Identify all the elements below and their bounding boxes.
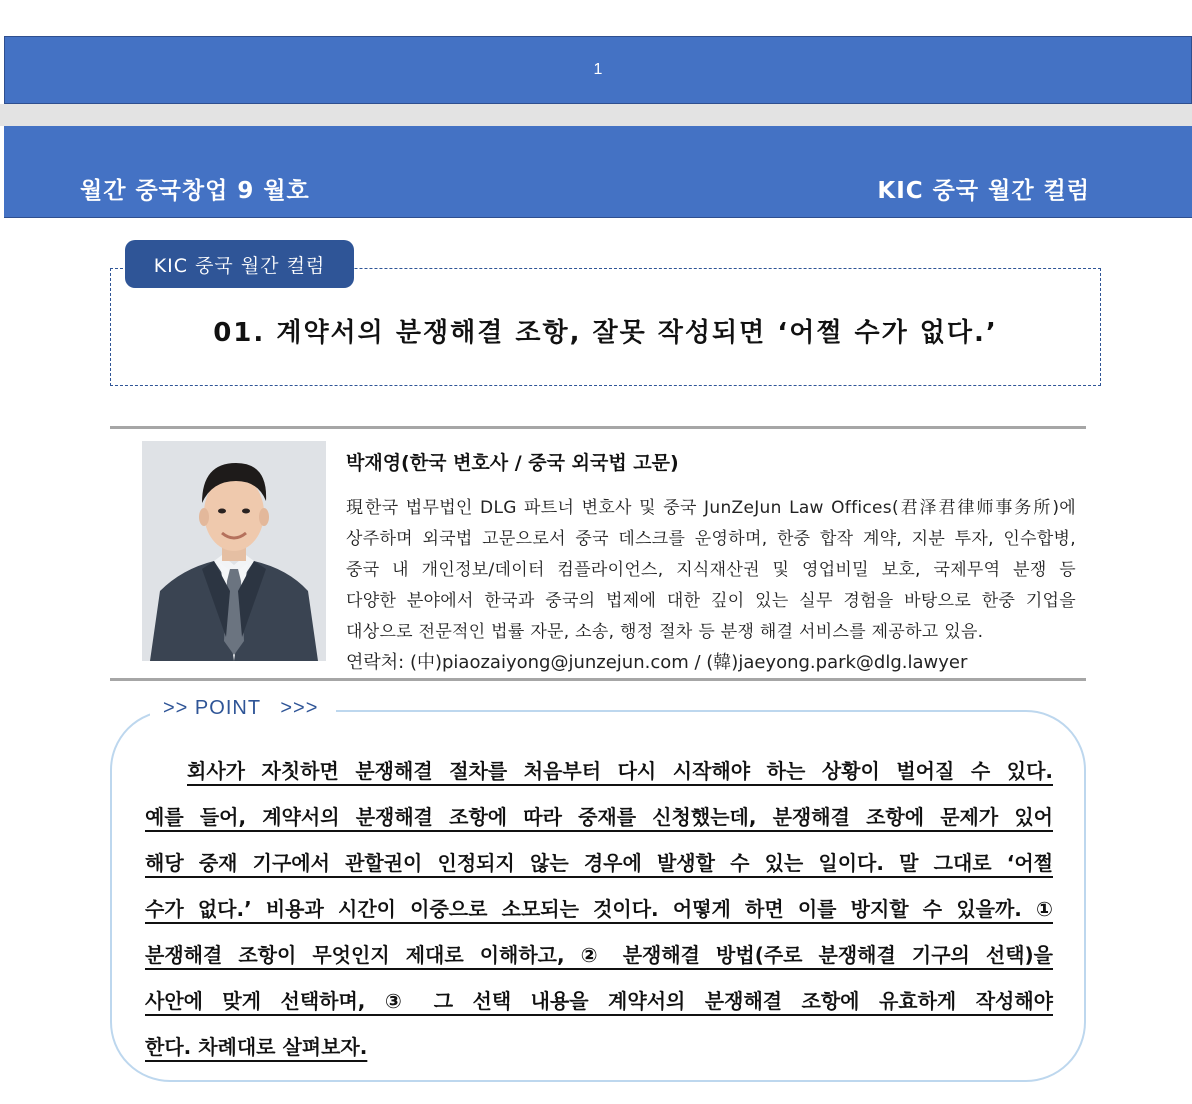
point-line-text: 한다. 차례대로 살펴보자. bbox=[145, 1035, 368, 1059]
author-bottom-rule bbox=[110, 678, 1086, 681]
point-line-text: 분쟁해결 조항이 무엇인지 제대로 이해하고, ② 분쟁해결 방법(주로 분쟁해결 기구의 선택)을 bbox=[145, 943, 1053, 967]
page-number: 1 bbox=[593, 61, 603, 78]
author-portrait-icon bbox=[142, 441, 326, 661]
point-line-text: 회사가 자칫하면 분쟁해결 절차를 처음부터 다시 시작해야 하는 상황이 벌어질 수 있다. bbox=[187, 759, 1053, 783]
document-header bbox=[4, 126, 1192, 218]
column-name: KIC 중국 월간 컬럼 bbox=[877, 178, 1090, 204]
author-top-rule bbox=[110, 426, 1086, 429]
article-title: 01. 계약서의 분쟁해결 조항, 잘못 작성되면 ‘어쩔 수가 없다.’ bbox=[213, 318, 998, 348]
author-bio-line: 상주하며 외국법 고문으로서 중국 데스크를 운영하며, 한중 합작 계약, 지분 투자, 인수합병, bbox=[346, 529, 1076, 549]
author-contact: 연락처: (中)piaozaiyong@junzejun.com / (韓)jaeyong.park@dlg.lawyer bbox=[346, 652, 968, 673]
point-summary bbox=[145, 748, 1053, 1070]
point-line-text: 수가 없다.’ 비용과 시간이 이중으로 소모되는 것이다. 어떻게 하면 이를 방지할 수 있을까. ① bbox=[145, 897, 1053, 921]
point-line-text: 사안에 맞게 선택하며, ③ 그 선택 내용을 계약서의 분쟁해결 조항에 유효하게 작성해야 bbox=[145, 989, 1053, 1013]
author-bio-line: 現한국 법무법인 DLG 파트너 변호사 및 중국 JunZeJun Law Offices(君泽君律师事务所)에 bbox=[346, 498, 1076, 518]
column-tab: KIC 중국 월간 컬럼 bbox=[125, 240, 354, 288]
point-line bbox=[145, 748, 1053, 794]
point-line bbox=[145, 978, 1053, 1024]
author-photo bbox=[142, 441, 326, 661]
author-bio bbox=[346, 493, 1076, 648]
author-bio-line: 대상으로 전문적인 법률 자문, 소송, 행정 절차 등 분쟁 해결 서비스를 제공하고 있음. bbox=[346, 622, 984, 642]
point-line-text: 예를 들어, 계약서의 분쟁해결 조항에 따라 중재를 신청했는데, 분쟁해결 조항에 문제가 있어 bbox=[145, 805, 1053, 829]
page-top-margin bbox=[0, 0, 1192, 36]
author-name: 박재영(한국 변호사 / 중국 외국법 고문) bbox=[346, 452, 679, 474]
issue-title: 월간 중국창업 9 월호 bbox=[80, 178, 310, 204]
point-line bbox=[145, 794, 1053, 840]
point-line-text: 해당 중재 기구에서 관할권이 인정되지 않는 경우에 발생할 수 있는 일이다. 말 그대로 ‘어쩔 bbox=[145, 851, 1053, 875]
author-bio-line: 중국 내 개인정보/데이터 컴플라이언스, 지식재산권 및 영업비밀 보호, 국제무역 분쟁 등 bbox=[346, 560, 1076, 580]
author-bio-line: 다양한 분야에서 한국과 중국의 법제에 대한 깊이 있는 실무 경험을 바탕으로 한중 기업을 bbox=[346, 591, 1076, 611]
point-line bbox=[145, 932, 1053, 978]
page-gap bbox=[0, 104, 1192, 126]
point-line bbox=[145, 1024, 1053, 1070]
page-number-bar bbox=[4, 36, 1192, 104]
point-label: >> POINT >>> bbox=[163, 697, 319, 719]
point-line bbox=[145, 840, 1053, 886]
point-line bbox=[145, 886, 1053, 932]
